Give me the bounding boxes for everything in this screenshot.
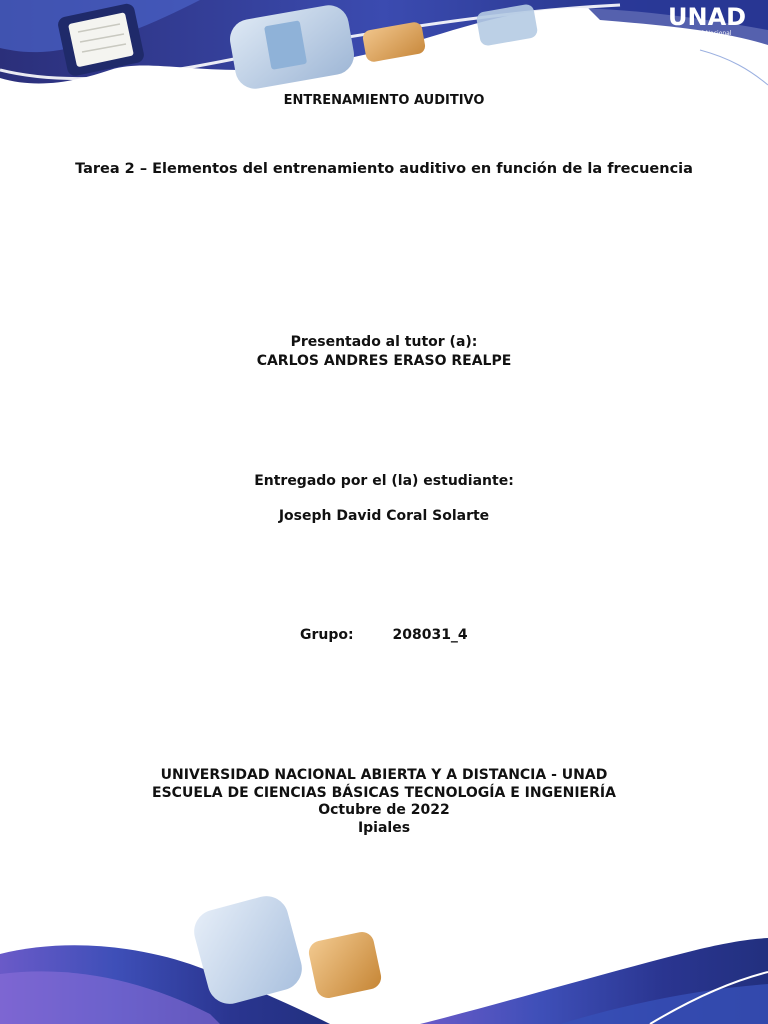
student-name: Joseph David Coral Solarte [278, 508, 490, 524]
logo-mark: UNAD [668, 3, 747, 31]
delivered-label: Entregado por el (la) estudiante: [254, 473, 514, 489]
institution-block [0, 767, 768, 837]
presented-label: Presentado al tutor (a): [290, 334, 478, 350]
task-title: Tarea 2 – Elementos del entrenamiento auditivo en función de la frecuencia [75, 161, 693, 177]
school-name: ESCUELA DE CIENCIAS BÁSICAS TECNOLOGÍA E INGENIERÍA [152, 784, 616, 801]
tutor-name: CARLOS ANDRES ERASO REALPE [256, 353, 512, 369]
document-date: Octubre de 2022 [318, 802, 450, 818]
course-title: ENTRENAMIENTO AUDITIVO [283, 93, 485, 108]
folder-icon [307, 930, 384, 1000]
document-city: Ipiales [357, 819, 411, 836]
unad-logo [668, 4, 760, 48]
logo-line-2: Abierta y a Distancia [668, 37, 731, 44]
footer-banner [0, 894, 768, 1024]
group-line [300, 627, 600, 643]
group-value: 208031_4 [392, 627, 468, 643]
tutor-section [0, 333, 768, 371]
logo-line-1: Universidad Nacional [668, 30, 732, 37]
institution-name: UNIVERSIDAD NACIONAL ABIERTA Y A DISTANCIA - UNAD [160, 767, 608, 783]
group-label: Grupo: [300, 627, 354, 643]
